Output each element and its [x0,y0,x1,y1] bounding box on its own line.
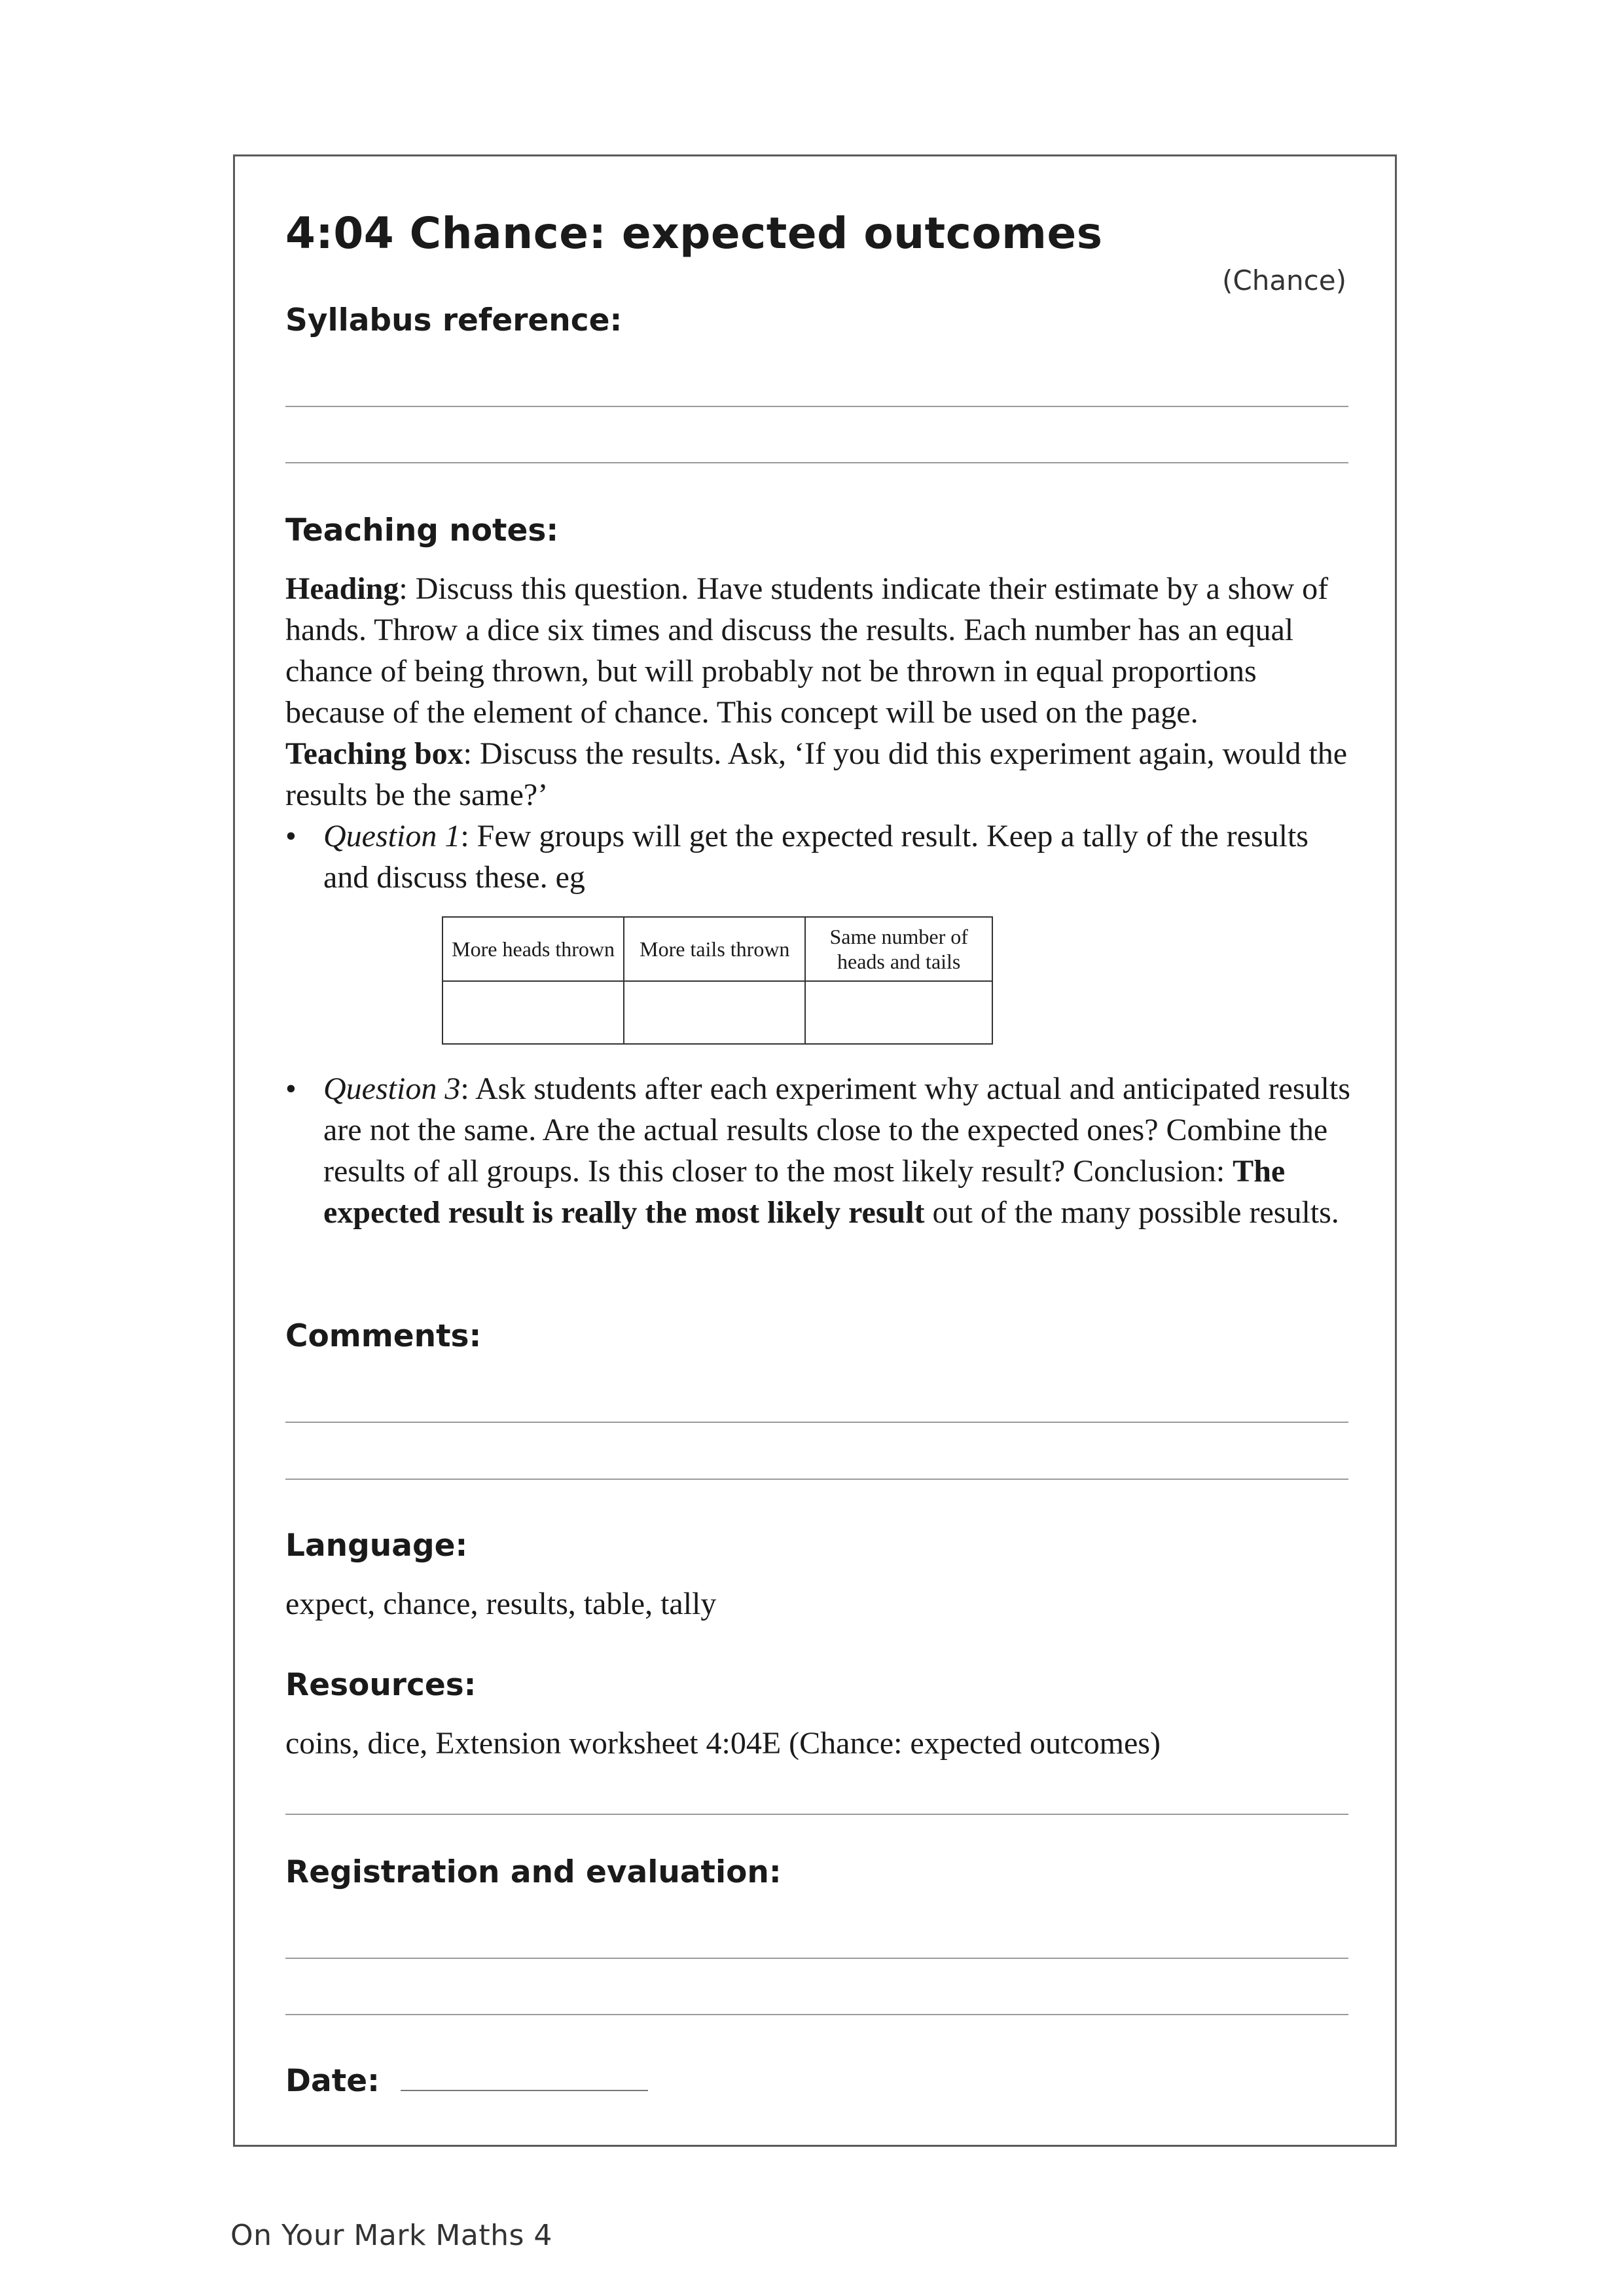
resources-text: coins, dice, Extension worksheet 4:04E (Chance: expected outcomes) [285,1726,1161,1761]
question-3-end: out of the many possible results. [924,1195,1339,1230]
tally-cell[interactable] [624,981,805,1044]
comments-line-1 [285,1422,1348,1423]
question-3-text: : Ask students after each experiment why actual and anticipated results are not the same. Are the actual results close to the expected ones? Combine the results of all groups. Is this closer to the most likely result? Conclusion: [323,1071,1350,1189]
teaching-box-note [285,733,1359,816]
registration-line-1 [285,1958,1348,1959]
date-label: Date: [285,2063,380,2099]
tally-cell[interactable] [442,981,624,1044]
registration-line-2 [285,2014,1348,2015]
heading-note-text: : Discuss this question. Have students indicate their estimate by a show of hands. Throw a dice six times and discuss the results. Each number has an equal chance of being thrown, but will probably not be thrown in equal proportions because of the element of chance. This concept will be used on the page. [285,571,1329,730]
registration-heading: Registration and evaluation: [285,1854,782,1890]
heading-note-label: Heading [285,571,399,606]
question-1-text: : Few groups will get the expected result. Keep a tally of the results and discuss these. eg [323,819,1308,895]
teaching-notes-body [285,568,1359,816]
syllabus-line-1 [285,406,1348,407]
syllabus-line-2 [285,462,1348,463]
bullet-icon: • [285,819,297,853]
question-1-label: Question 1 [323,819,461,853]
question-3-item [285,1068,1359,1233]
comments-heading: Comments: [285,1318,482,1354]
resources-heading: Resources: [285,1667,477,1703]
heading-note [285,568,1359,733]
tally-col-more-heads: More heads thrown [442,917,624,981]
strand-label: (Chance) [1221,264,1346,296]
tally-col-same: Same number of heads and tails [805,917,992,981]
question-3-label: Question 3 [323,1071,461,1106]
teaching-box-label: Teaching box [285,736,463,771]
comments-line-2 [285,1479,1348,1480]
tally-table [442,916,993,1045]
teaching-notes-heading: Teaching notes: [285,512,559,548]
resources-line [285,1814,1348,1815]
question-3-conclusion: The expected result is really the most likely result [323,1154,1286,1230]
syllabus-heading: Syllabus reference: [285,302,623,338]
tally-header-row [442,917,992,981]
language-text: expect, chance, results, table, tally [285,1587,717,1621]
page-title: 4:04 Chance: expected outcomes [285,208,1103,259]
footer-text: On Your Mark Maths 4 [230,2219,552,2252]
tally-cell[interactable] [805,981,992,1044]
question-1-item [285,816,1359,898]
tally-blank-row [442,981,992,1044]
language-heading: Language: [285,1528,468,1564]
tally-col-more-tails: More tails thrown [624,917,805,981]
bullet-icon: • [285,1071,297,1106]
date-line [401,2090,648,2091]
teaching-box-text: : Discuss the results. Ask, ‘If you did this experiment again, would the results be the same?’ [285,736,1348,812]
